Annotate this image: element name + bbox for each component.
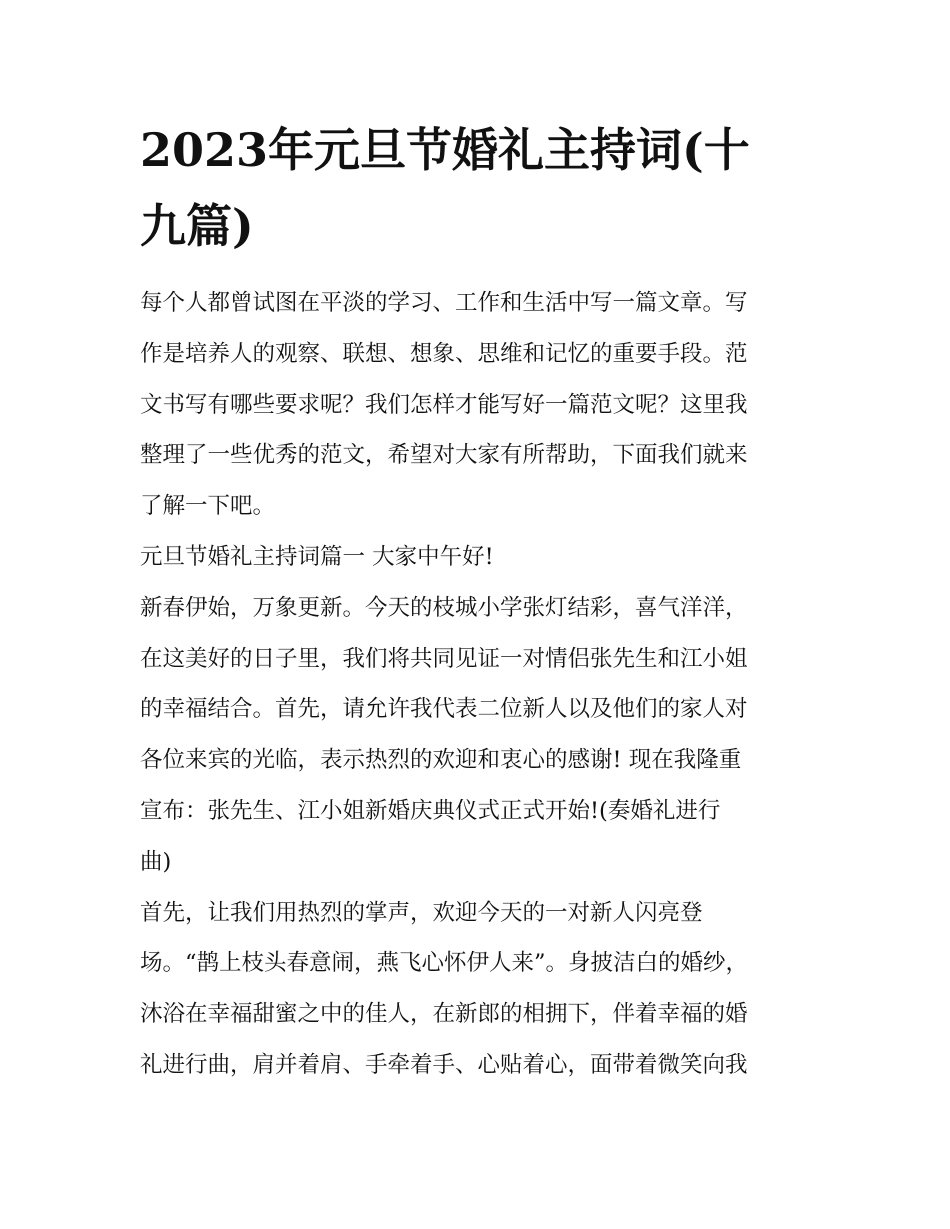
body-line: 每个人都曾试图在平淡的学习、工作和生活中写一篇文章。写 [140, 290, 748, 316]
title-line-1: 2023年元旦节婚礼主持词(十 [140, 123, 750, 177]
body-line: 新春伊始，万象更新。今天的枝城小学张灯结彩，喜气洋洋， [140, 594, 748, 621]
body-line: 元旦节婚礼主持词篇一 大家中午好! [140, 543, 494, 570]
body-line: 宣布：张先生、江小姐新婚庆典仪式正式开始!(奏婚礼进行 [140, 797, 721, 824]
body-line: 作是培养人的观察、联想、想象、思维和记忆的重要手段。范 [140, 340, 748, 367]
body-line: 沐浴在幸福甜蜜之中的佳人，在新郎的相拥下，伴着幸福的婚 [140, 1001, 748, 1028]
body-line: 了解一下吧。 [140, 493, 276, 520]
body-line: 场。“鹊上枝头春意闹，燕飞心怀伊人来”。身披洁白的婚纱， [140, 950, 749, 977]
body-line: 首先，让我们用热烈的掌声，欢迎今天的一对新人闪亮登 [140, 899, 703, 926]
body-line: 各位来宾的光临，表示热烈的欢迎和衷心的感谢! 现在我隆重 [140, 747, 742, 774]
body-line: 曲) [140, 848, 172, 875]
body-line: 文书写有哪些要求呢？我们怎样才能写好一篇范文呢？这里我 [140, 391, 748, 418]
title-line-2: 九篇) [140, 199, 254, 253]
body-line: 的幸福结合。首先，请允许我代表二位新人以及他们的家人对 [140, 696, 748, 723]
body-line: 礼进行曲，肩并着肩、手牵着手、心贴着心，面带着微笑向我 [140, 1051, 748, 1078]
body-line: 整理了一些优秀的范文，希望对大家有所帮助，下面我们就来 [140, 442, 748, 469]
document-body [140, 278, 820, 1091]
document-title [140, 112, 800, 264]
body-line: 在这美好的日子里，我们将共同见证一对情侣张先生和江小姐 [140, 645, 748, 672]
